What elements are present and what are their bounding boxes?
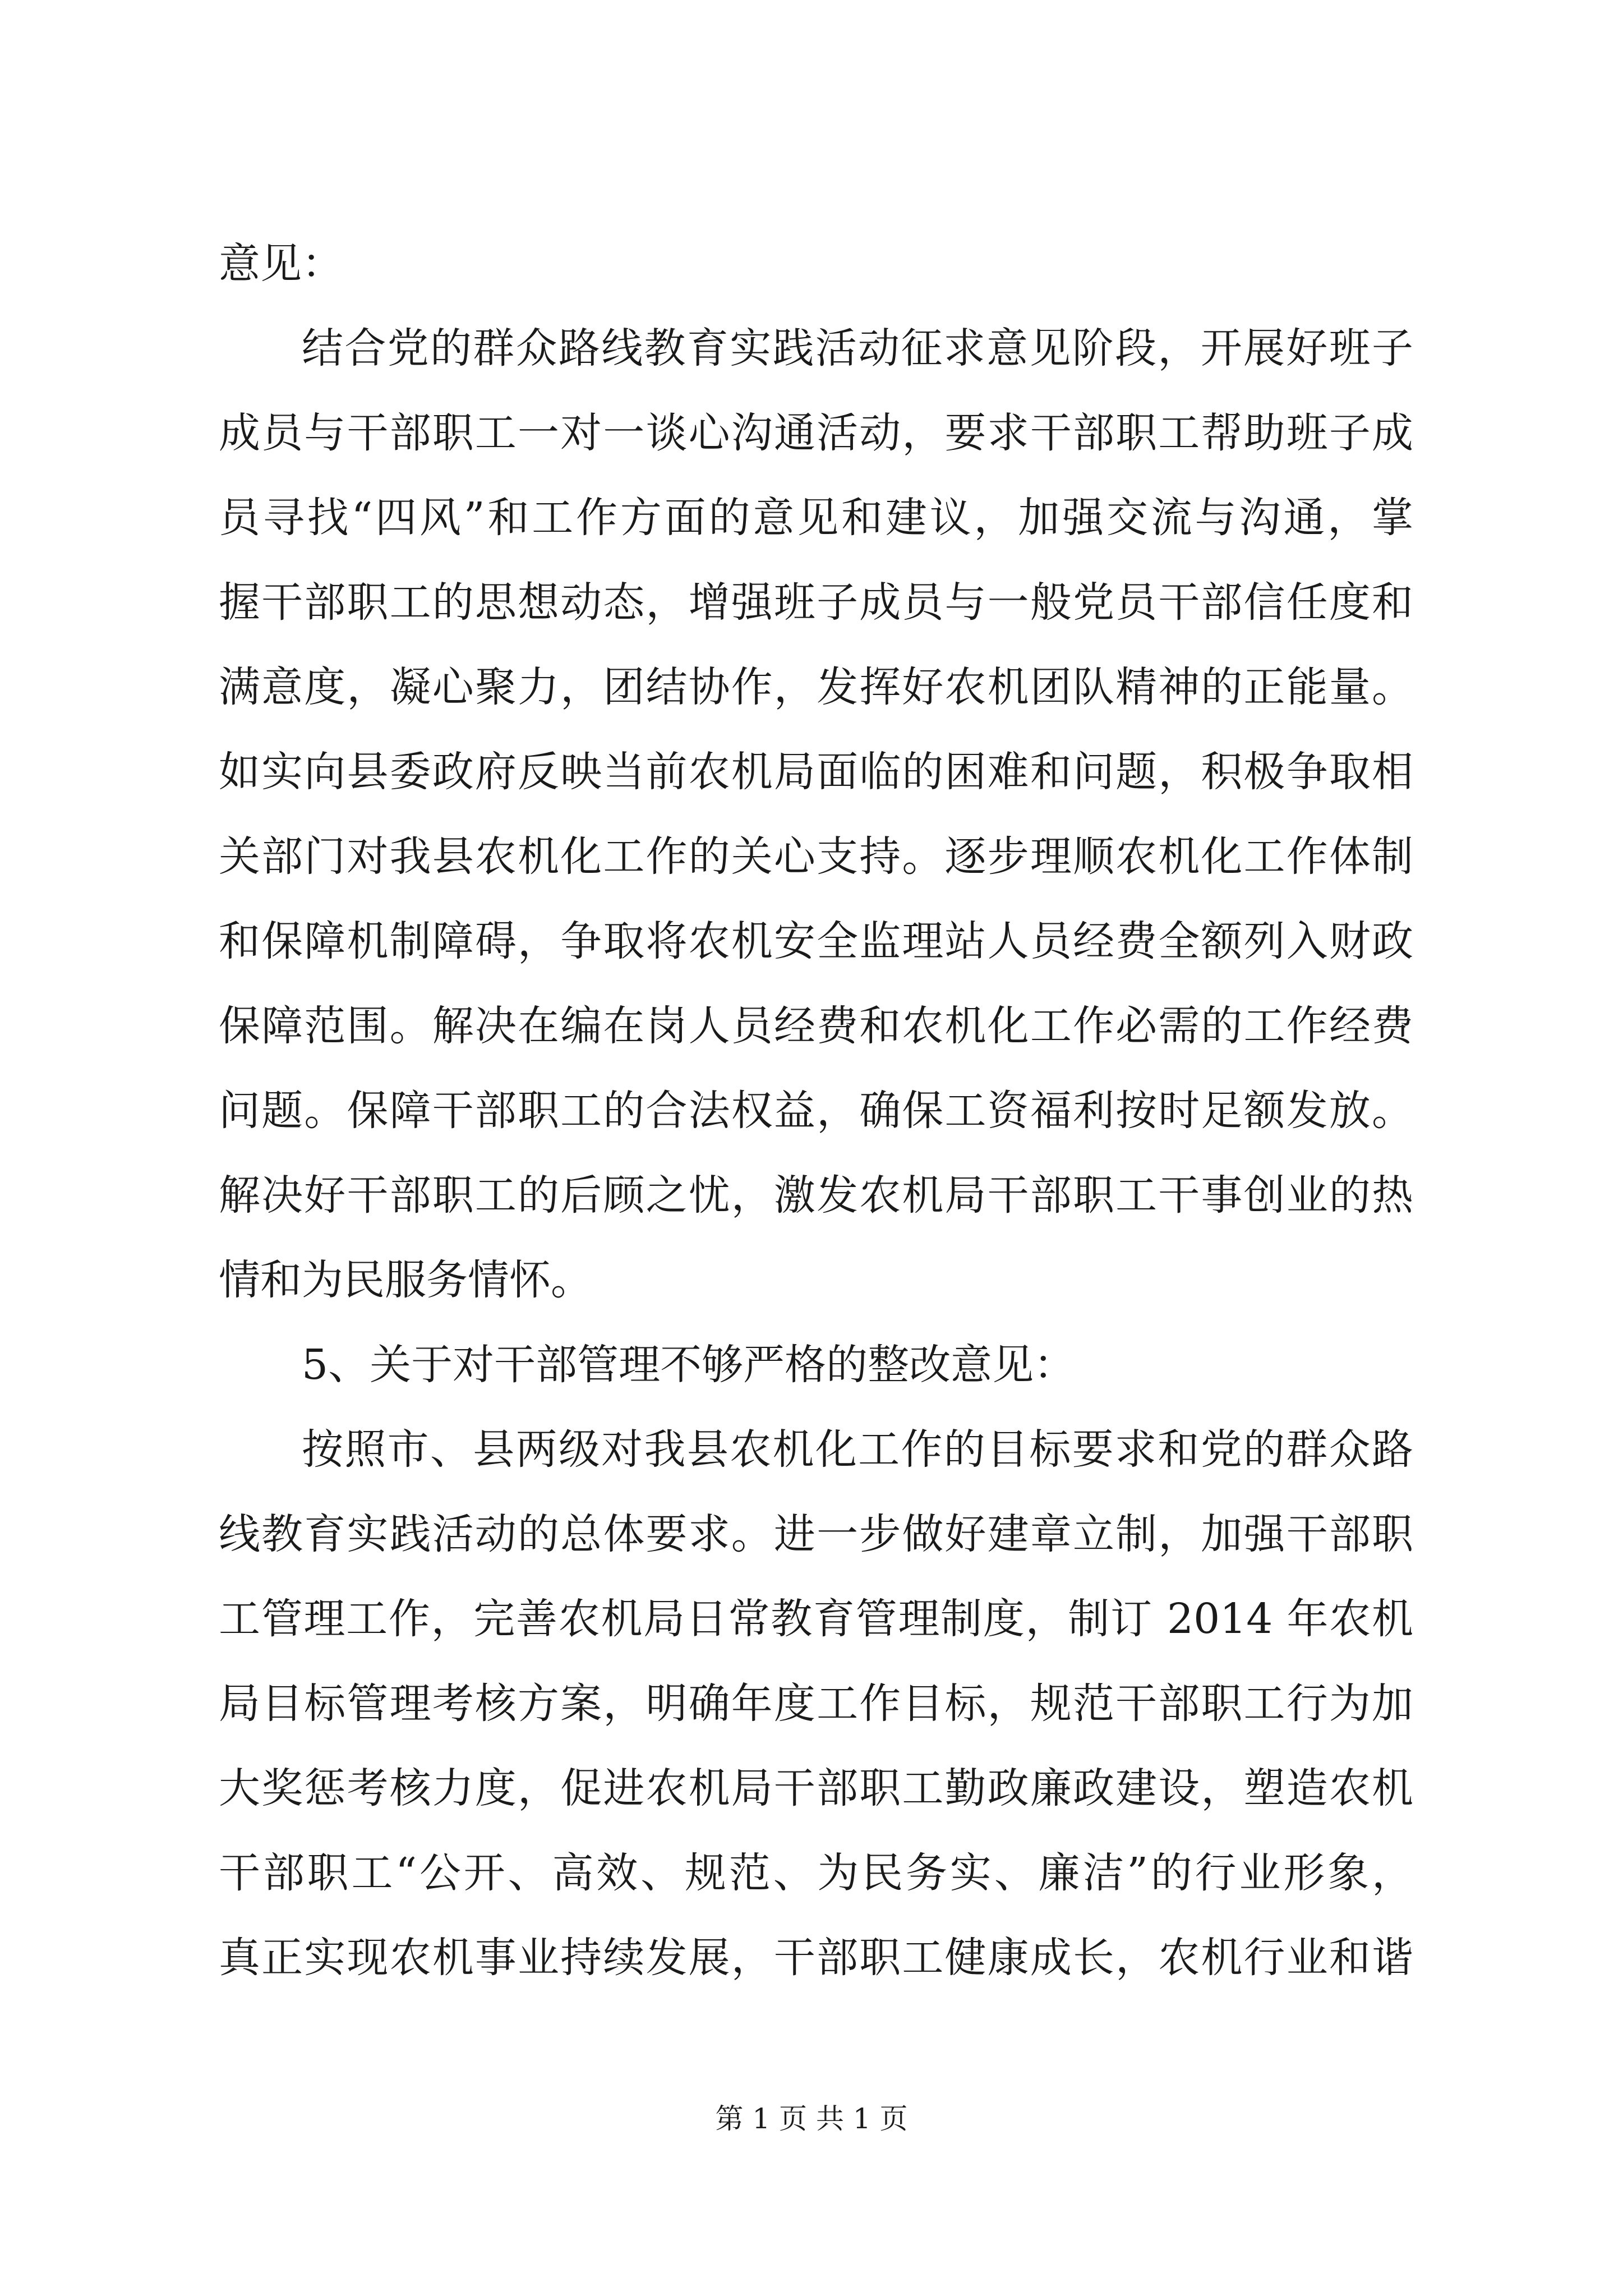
text-line: 5、关于对干部管理不够严格的整改意见：	[302, 1341, 1076, 1389]
text-line: 成员与干部职工一对一谈心沟通活动，要求干部职工帮助班子成	[219, 409, 1413, 457]
text-line: 解决好干部职工的后顾之忧，激发农机局干部职工干事创业的热	[219, 1171, 1413, 1220]
text-line: 和保障机制障碍，争取将农机安全监理站人员经费全额列入财政	[219, 917, 1413, 965]
text-line: 保障范围。解决在编在岗人员经费和农机化工作必需的工作经费	[219, 1002, 1413, 1050]
text-line: 干部职工“公开、高效、规范、为民务实、廉洁”的行业形象，	[219, 1849, 1413, 1897]
text-line: 握干部职工的思想动态，增强班子成员与一般党员干部信任度和	[219, 578, 1413, 627]
text-line: 大奖惩考核力度，促进农机局干部职工勤政廉政建设，塑造农机	[219, 1764, 1413, 1812]
page-footer: 第 1 页 共 1 页	[715, 2102, 908, 2135]
text-line: 真正实现农机事业持续发展，干部职工健康成长，农机行业和谐	[219, 1934, 1413, 1982]
text-line: 工管理工作，完善农机局日常教育管理制度，制订 2014 年农机	[219, 1595, 1413, 1643]
text-line: 问题。保障干部职工的合法权益，确保工资福利按时足额发放。	[219, 1087, 1413, 1135]
text-line: 情和为民服务情怀。	[219, 1256, 592, 1304]
text-line: 如实向县委政府反映当前农机局面临的困难和问题，积极争取相	[219, 748, 1413, 796]
text-line: 线教育实践活动的总体要求。进一步做好建章立制，加强干部职	[219, 1510, 1413, 1558]
document-body	[219, 222, 1413, 2000]
text-line: 满意度，凝心聚力，团结协作，发挥好农机团队精神的正能量。	[219, 663, 1413, 711]
text-line: 结合党的群众路线教育实践活动征求意见阶段，开展好班子	[302, 324, 1413, 372]
text-line: 关部门对我县农机化工作的关心支持。逐步理顺农机化工作体制	[219, 832, 1413, 881]
text-line: 意见：	[219, 240, 343, 288]
text-line: 按照市、县两级对我县农机化工作的目标要求和党的群众路	[302, 1425, 1413, 1474]
text-line: 局目标管理考核方案，明确年度工作目标，规范干部职工行为加	[219, 1680, 1413, 1728]
text-line: 员寻找“四风”和工作方面的意见和建议，加强交流与沟通，掌	[219, 494, 1413, 542]
